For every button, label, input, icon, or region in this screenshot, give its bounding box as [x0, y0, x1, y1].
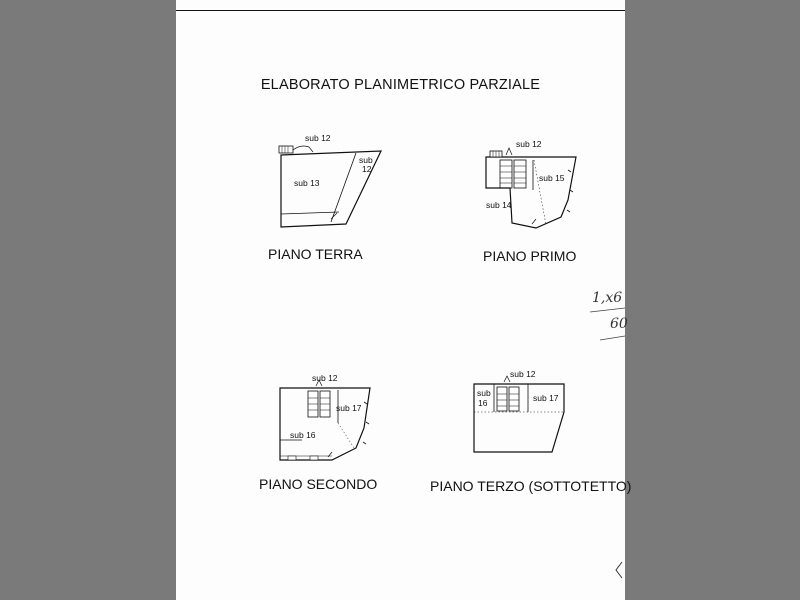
label-sub-17: sub 17 — [336, 403, 362, 413]
margin-mark — [612, 560, 624, 580]
label-sub-12-top: sub 12 — [305, 133, 331, 143]
label-sub-17: sub 17 — [533, 393, 559, 403]
handwritten-note — [586, 282, 628, 352]
top-border-line — [176, 10, 625, 11]
label-sub-14: sub 14 — [486, 200, 512, 210]
label-sub-13: sub 13 — [294, 178, 320, 188]
handwritten-line-1: 1,x6 — [592, 290, 623, 306]
caption-piano-primo: PIANO PRIMO — [483, 248, 577, 264]
plan-ground-floor — [261, 130, 386, 235]
handwritten-line-2: 60 — [610, 316, 628, 332]
label-sub-12: sub 12 — [516, 139, 542, 149]
plan-second-floor — [272, 368, 392, 468]
label-sub-12-side-a: sub — [359, 155, 373, 165]
plan-third-floor — [466, 368, 586, 468]
caption-piano-terzo: PIANO TERZO (SOTTOTETTO) — [430, 478, 632, 494]
plan-first-floor — [476, 130, 596, 235]
label-sub-12: sub 12 — [510, 369, 536, 379]
label-sub-12: sub 12 — [312, 373, 338, 383]
label-sub-16-a: sub — [477, 388, 491, 398]
label-sub-15: sub 15 — [539, 173, 565, 183]
label-sub-12-side-b: 12 — [362, 164, 372, 174]
label-sub-16: sub 16 — [290, 430, 316, 440]
caption-piano-terra: PIANO TERRA — [268, 246, 363, 262]
page-title: ELABORATO PLANIMETRICO PARZIALE — [260, 77, 541, 93]
caption-piano-secondo: PIANO SECONDO — [259, 476, 378, 492]
document-page — [176, 0, 632, 600]
label-sub-16-b: 16 — [478, 398, 488, 408]
